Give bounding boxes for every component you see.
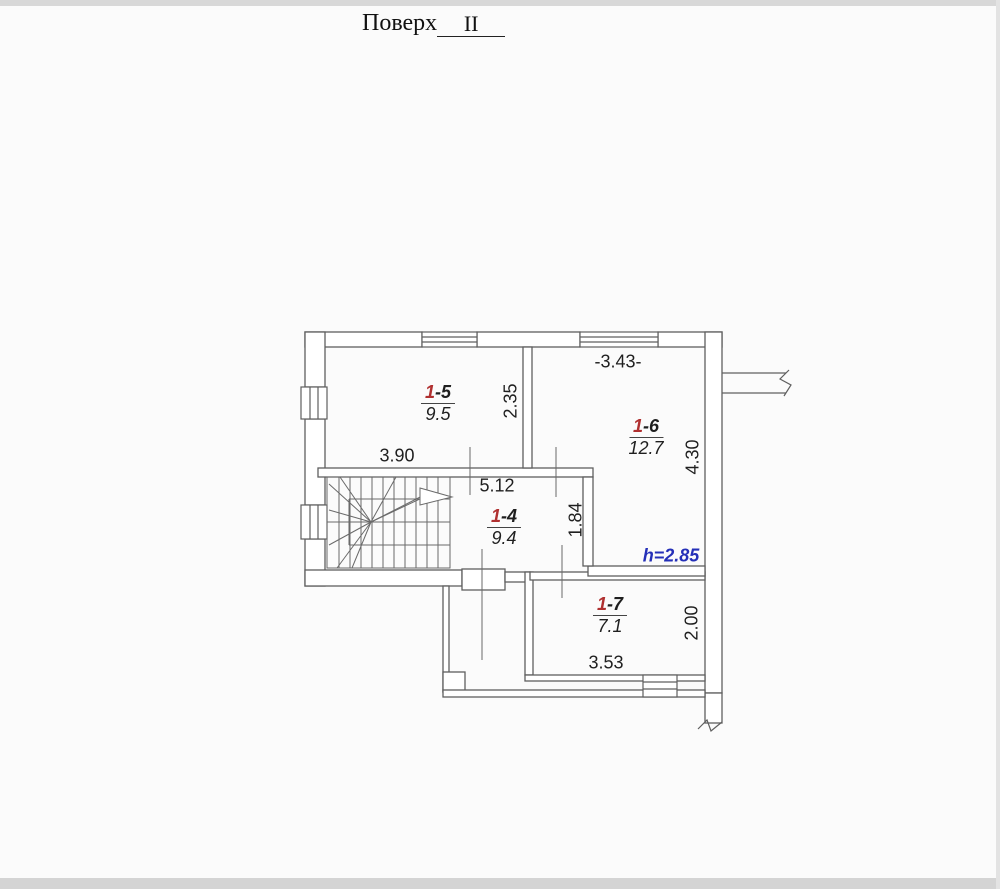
room-label-1-5 — [421, 383, 455, 424]
room-number: 1-7 — [593, 595, 627, 616]
dim-room14-depth: 1.84 — [565, 502, 586, 538]
room-label-1-6 — [628, 417, 663, 458]
room-area: 9.5 — [425, 404, 451, 424]
room-number: 1-6 — [629, 417, 663, 438]
room-area: 12.7 — [628, 438, 664, 458]
dim-room15-width: 3.90 — [379, 445, 415, 466]
floor-number-line — [437, 12, 505, 37]
room-area: 9.4 — [491, 528, 517, 548]
room-number: 1-4 — [487, 507, 521, 528]
staircase — [327, 477, 450, 568]
floor-title-label: Поверх — [362, 10, 438, 36]
room-number: 1-5 — [421, 383, 455, 404]
dim-room17-depth: 2.00 — [681, 605, 702, 641]
dim-room17-width: 3.53 — [588, 652, 624, 673]
room-label-1-4 — [487, 507, 521, 548]
ceiling-height-note: h=2.85 — [642, 545, 700, 566]
floor-number: II — [463, 11, 479, 36]
dim-room16-top: -3.43- — [594, 351, 642, 372]
dim-room14-width: 5.12 — [479, 475, 515, 496]
room-label-1-7 — [593, 595, 627, 636]
dim-room16-depth: 4.30 — [682, 439, 703, 475]
dim-room15-depth: 2.35 — [500, 383, 521, 419]
room-area: 7.1 — [597, 616, 623, 636]
floor-title — [362, 10, 505, 37]
interior-walls — [318, 347, 593, 566]
